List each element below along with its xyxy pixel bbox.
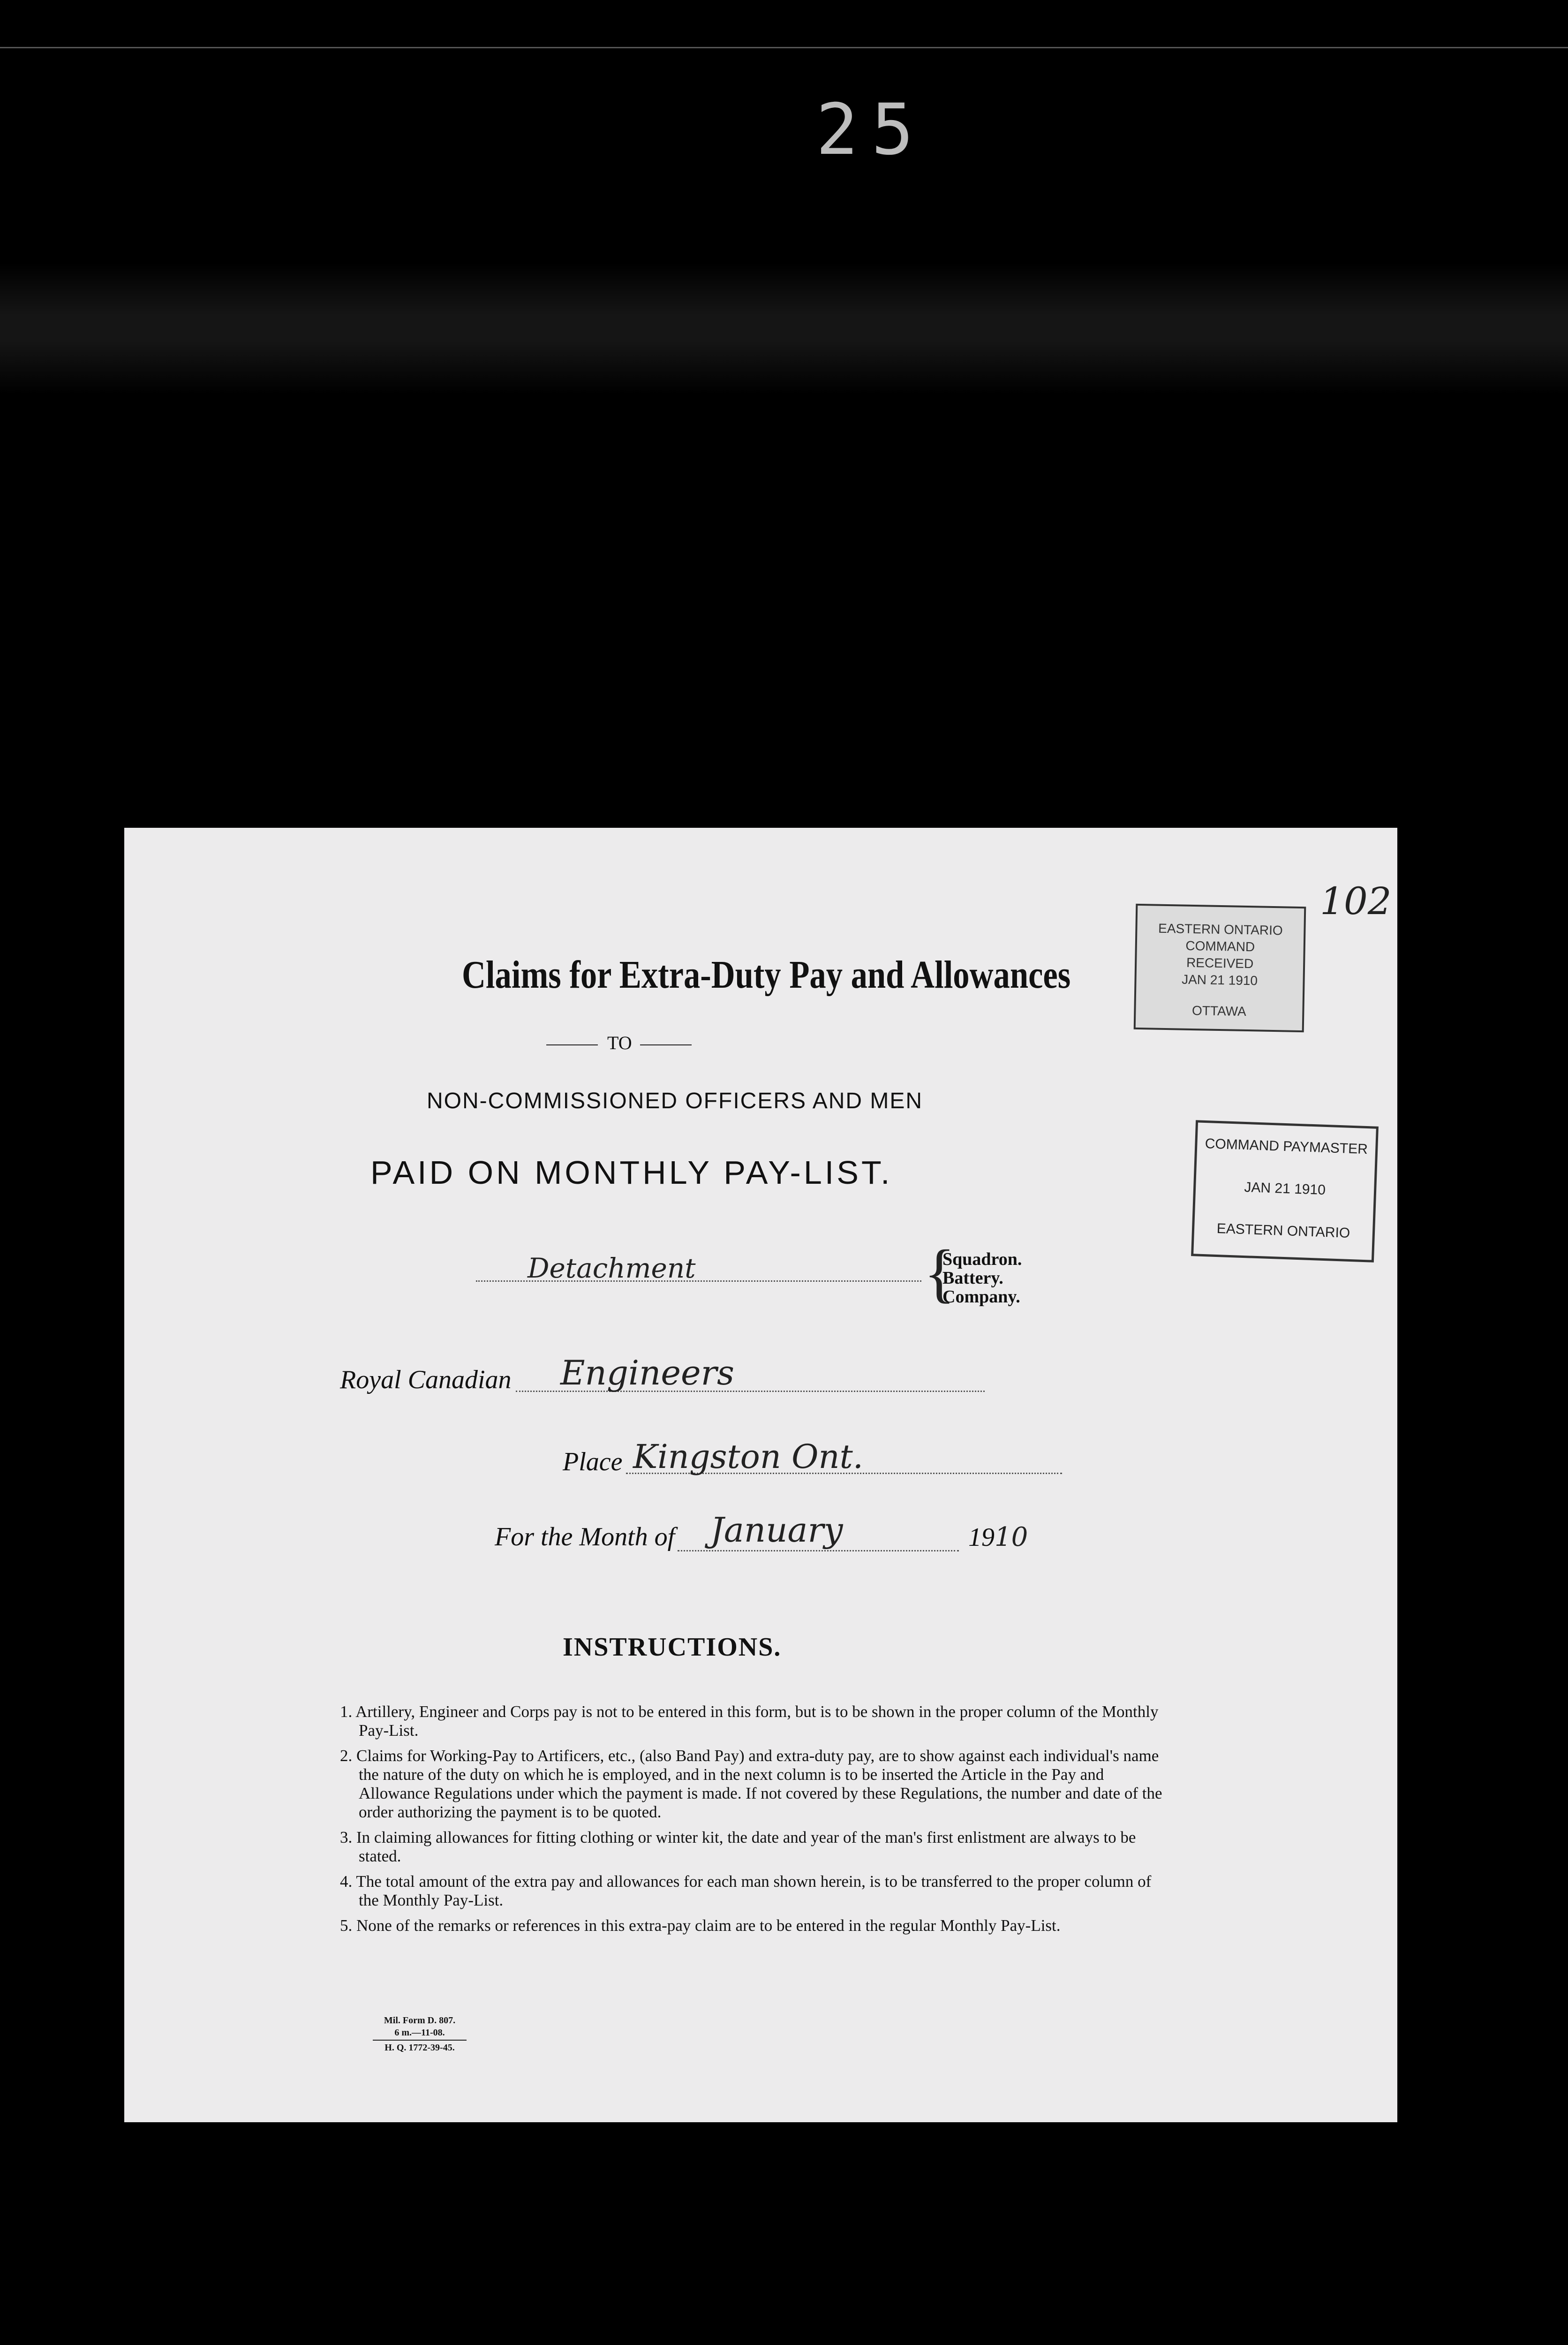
form-number-line: H. Q. 1772-39-45. [384,2042,455,2053]
instruction-item: 3. In claiming allowances for fitting clothing or winter kit, the date and year of the man's first enlistment are always to be stated. [340,1828,1136,1865]
divider [373,2040,467,2041]
unit-type: Squadron. [942,1249,1022,1269]
paymaster-stamp-date: JAN 21 1910 [1244,1179,1326,1198]
form-number-line: 6 m.—11-08. [394,2027,445,2038]
instructions-title: INSTRUCTIONS. [563,1633,782,1662]
corner-note: 102 [1320,879,1392,923]
form-sheet [124,828,1397,2122]
received-stamp [1134,904,1306,1032]
received-stamp-line: OTTAWA [1191,1003,1246,1019]
received-stamp-date: JAN 21 1910 [1181,972,1258,988]
royal-canadian-label: Royal Canadian [340,1365,512,1394]
form-number-line: Mil. Form D. 807. [384,2015,456,2026]
frame-number: 25 [816,89,927,171]
place-value: Kingston Ont. [633,1437,863,1476]
instruction-item: 5. None of the remarks or references in this extra-pay claim are to be entered in the regular Monthly Pay-List. [340,1916,1061,1935]
instruction-item: 1. Artillery, Engineer and Corps pay is not to be entered in this form, but is to be shown in the proper column of the Monthly Pay-List. [340,1702,1159,1740]
month-label: For the Month of [495,1522,675,1551]
place-label: Place [563,1447,623,1476]
film-edge-line [0,47,1568,48]
month-value: January [710,1510,843,1550]
divider [546,1044,598,1045]
paymaster-stamp-line: EASTERN ONTARIO [1216,1220,1350,1241]
form-number [373,2014,467,2054]
received-stamp-line: EASTERN ONTARIO COMMAND [1158,921,1283,954]
unit-type: Battery. [942,1268,1003,1288]
detachment-value: Detachment [528,1252,696,1284]
instruction-item: 4. The total amount of the extra pay and allowances for each man shown herein, is to be transferred to the proper column of the Monthly Pay-List. [340,1872,1152,1909]
to-label: TO [607,1032,632,1053]
year-suffix: 10 [995,1522,1028,1552]
form-title: Claims for Extra-Duty Pay and Allowances [462,953,1071,997]
paymaster-stamp-line: COMMAND PAYMASTER [1205,1136,1368,1157]
brace: { [924,1237,956,1309]
received-stamp-line: RECEIVED [1186,955,1254,971]
form-subtitle: NON-COMMISSIONED OFFICERS AND MEN [427,1089,923,1113]
corps-value: Engineers [560,1353,735,1392]
month-line [678,1550,959,1551]
film-haze [0,263,1568,394]
instructions-list [340,1702,1175,1942]
unit-types [942,1250,1022,1306]
paid-heading: PAID ON MONTHLY PAY-LIST. [370,1154,893,1191]
instruction-item: 2. Claims for Working-Pay to Artificers, etc., (also Band Pay) and extra-duty pay, are to show against each individual's name the nature of the duty on which he is employed, and in the next column is to be inserted the Article in the Pay and Allowance Regulations under which the payment is made. If not covered by these Regulations, the number and date of the order authorizing the payment is to be quoted. [340,1747,1162,1821]
paymaster-stamp [1191,1120,1379,1262]
unit-type: Company. [942,1287,1020,1307]
year-prefix: 19 [968,1523,995,1552]
divider [640,1044,692,1045]
year-field [968,1522,1028,1552]
